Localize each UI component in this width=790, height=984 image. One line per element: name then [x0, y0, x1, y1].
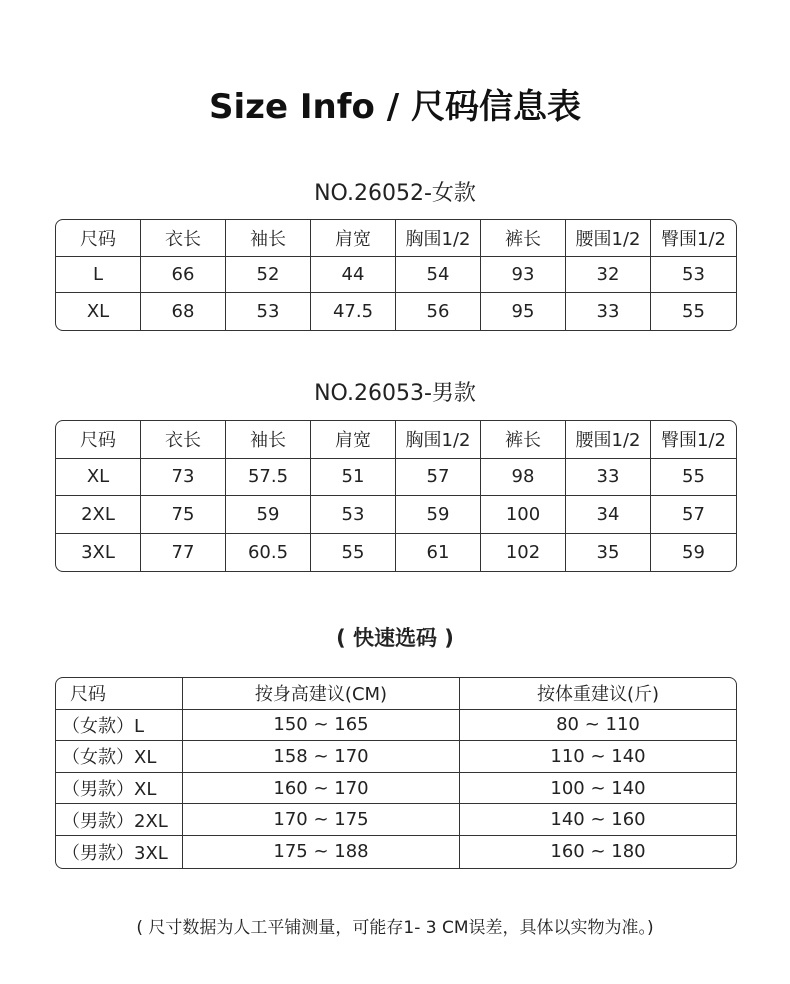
header-cell: 裤长 — [481, 220, 566, 257]
men-table-title: NO.26053-男款 — [314, 381, 476, 406]
table-row — [56, 804, 736, 836]
table-cell: 54 — [396, 257, 481, 294]
men-size-table — [55, 420, 737, 572]
header-cell: 裤长 — [481, 421, 566, 459]
table-row — [56, 710, 736, 742]
table-cell: 73 — [141, 459, 226, 497]
header-cell: 尺码 — [56, 678, 183, 710]
table-cell: 77 — [141, 534, 226, 572]
table-cell: 175 ~ 188 — [183, 836, 460, 868]
table-cell: 55 — [651, 459, 736, 497]
table-cell: 68 — [141, 293, 226, 330]
header-cell: 肩宽 — [311, 220, 396, 257]
page-title: Size Info / 尺码信息表 — [209, 87, 581, 127]
header-cell: 胸围1/2 — [396, 220, 481, 257]
table-cell: 57 — [651, 496, 736, 534]
measurement-note: ( 尺寸数据为人工平铺测量，可能存1- 3 CM误差，具体以实物为准。) — [136, 918, 654, 938]
table-cell: XL — [56, 459, 141, 497]
table-cell: 60.5 — [226, 534, 311, 572]
table-cell: 158 ~ 170 — [183, 741, 460, 773]
table-cell: 33 — [566, 293, 651, 330]
table-cell: 33 — [566, 459, 651, 497]
table-cell: 110 ~ 140 — [460, 741, 736, 773]
table-cell: 55 — [311, 534, 396, 572]
header-cell: 胸围1/2 — [396, 421, 481, 459]
table-cell: 150 ~ 165 — [183, 710, 460, 742]
header-cell: 腰围1/2 — [566, 220, 651, 257]
table-cell: 57.5 — [226, 459, 311, 497]
header-cell: 按体重建议(斤) — [460, 678, 736, 710]
table-cell: 56 — [396, 293, 481, 330]
table-cell: 53 — [311, 496, 396, 534]
table-cell: 80 ~ 110 — [460, 710, 736, 742]
table-cell: 32 — [566, 257, 651, 294]
header-cell: 衣长 — [141, 421, 226, 459]
table-cell: 98 — [481, 459, 566, 497]
table-row — [56, 534, 736, 572]
table-cell: 95 — [481, 293, 566, 330]
table-cell: 2XL — [56, 496, 141, 534]
quick-select-title: ( 快速选码 ) — [336, 626, 454, 650]
women-size-table — [55, 219, 737, 331]
header-cell: 肩宽 — [311, 421, 396, 459]
table-cell: 66 — [141, 257, 226, 294]
table-cell: 59 — [226, 496, 311, 534]
table-cell: 35 — [566, 534, 651, 572]
table-cell: 53 — [226, 293, 311, 330]
table-cell: 52 — [226, 257, 311, 294]
table-cell: 61 — [396, 534, 481, 572]
table-cell: L — [56, 257, 141, 294]
table-cell: 140 ~ 160 — [460, 804, 736, 836]
table-cell: （男款）XL — [56, 773, 183, 805]
table-cell: 3XL — [56, 534, 141, 572]
table-cell: （女款）L — [56, 710, 183, 742]
women-table-title: NO.26052-女款 — [314, 181, 476, 206]
table-cell: 100 — [481, 496, 566, 534]
table-header-row — [56, 220, 736, 257]
table-cell: （男款）2XL — [56, 804, 183, 836]
table-cell: 47.5 — [311, 293, 396, 330]
table-cell: 170 ~ 175 — [183, 804, 460, 836]
table-cell: 44 — [311, 257, 396, 294]
header-cell: 腰围1/2 — [566, 421, 651, 459]
table-row — [56, 836, 736, 868]
table-header-row — [56, 421, 736, 459]
table-cell: 93 — [481, 257, 566, 294]
header-cell: 按身高建议(CM) — [183, 678, 460, 710]
table-cell: 102 — [481, 534, 566, 572]
header-cell: 臀围1/2 — [651, 421, 736, 459]
table-cell: 59 — [682, 541, 705, 563]
table-cell: 34 — [566, 496, 651, 534]
table-cell: 51 — [311, 459, 396, 497]
table-row — [56, 496, 736, 534]
table-cell: 160 ~ 180 — [550, 841, 646, 863]
header-cell: 臀围1/2 — [651, 220, 736, 257]
table-cell: 57 — [396, 459, 481, 497]
header-cell: 袖长 — [226, 421, 311, 459]
table-cell: 100 ~ 140 — [460, 773, 736, 805]
header-cell: 衣长 — [141, 220, 226, 257]
table-row — [56, 459, 736, 497]
table-cell: （男款）3XL — [56, 836, 183, 868]
table-header-row — [56, 678, 736, 710]
table-cell: （女款）XL — [56, 741, 183, 773]
quick-select-table — [55, 677, 737, 869]
table-row — [56, 773, 736, 805]
header-cell: 尺码 — [56, 220, 141, 257]
table-row — [56, 293, 736, 330]
header-cell: 袖长 — [226, 220, 311, 257]
table-cell: 53 — [651, 257, 736, 294]
table-cell: 59 — [396, 496, 481, 534]
header-cell: 尺码 — [56, 421, 141, 459]
table-cell: 160 ~ 170 — [183, 773, 460, 805]
table-row — [56, 257, 736, 294]
table-row — [56, 741, 736, 773]
table-cell: 75 — [141, 496, 226, 534]
table-cell: 55 — [682, 300, 705, 322]
table-cell: XL — [56, 293, 141, 330]
